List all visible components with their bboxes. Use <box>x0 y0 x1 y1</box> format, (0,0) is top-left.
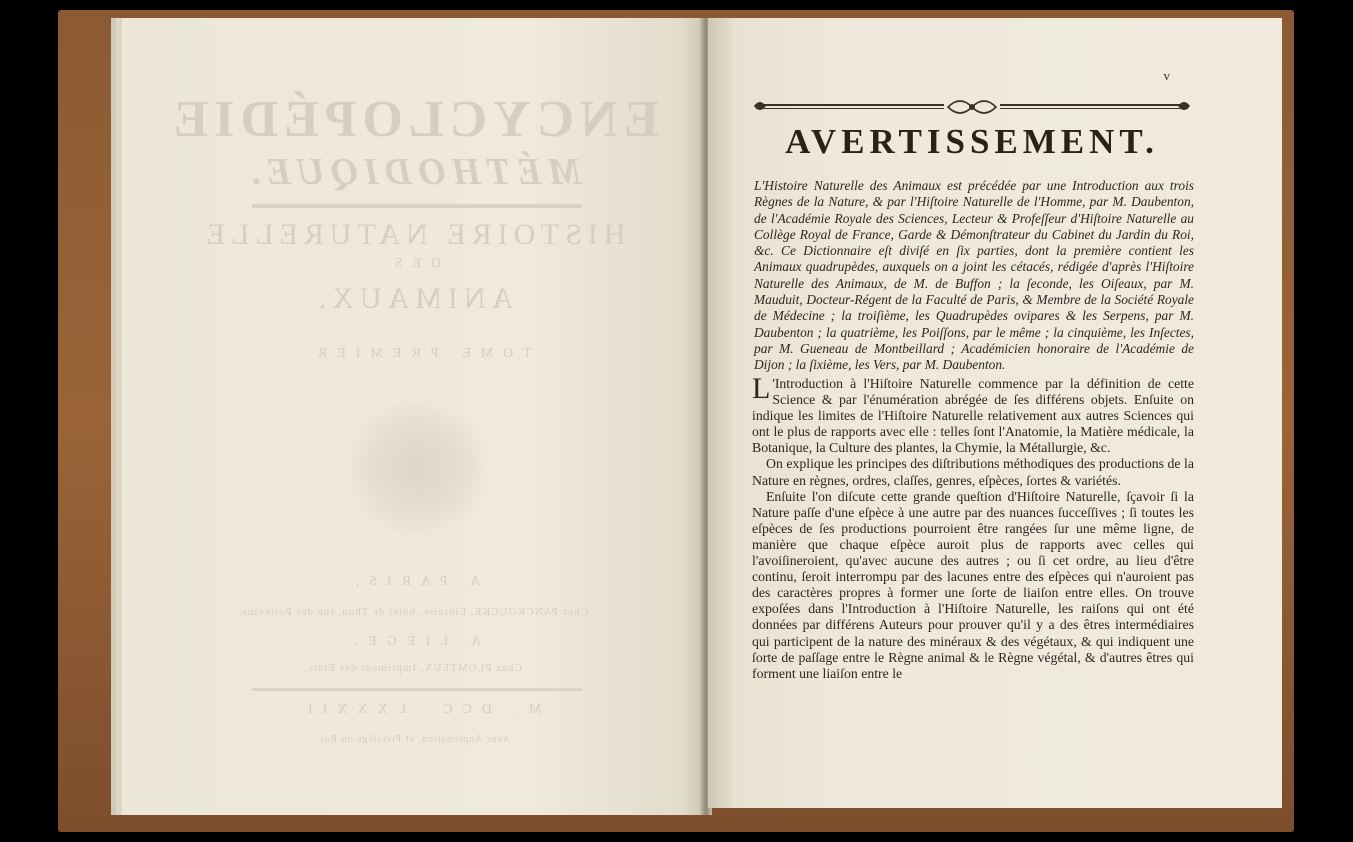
right-page <box>708 18 1282 808</box>
ghost-subtitle: MÉTHODIQUE. <box>244 151 582 193</box>
paragraph-2: On explique les principes des diſtributions méthodiques des productions de la Nature en règnes, ordres, claſſes, genres, eſpèces, ſortes & variétés. <box>752 456 1194 488</box>
ghost-animaux: ANIMAUX. <box>312 282 514 315</box>
ghost-privilege: Avec Approbation, et Privilége du Roi. <box>316 734 510 745</box>
ghost-rule-2 <box>252 688 582 691</box>
paragraph-1-text: 'Introduction à l'Hiſtoire Naturelle commence par la définition de cette Science & par l'énumération abrégée de ſes différens objets. Enſuite on indique les limites de l'Hiſtoire Naturelle relativement aux autres Sciences qui ont le plus de rapports avec elle : telles ſont l'Anatomie, la Matière médicale, la Botanique, la Culture des plantes, la Chymie, la Métallurgie, &c. <box>752 376 1194 456</box>
drop-cap: L <box>752 372 771 405</box>
ghost-city2: A LIÉGE, <box>344 634 482 649</box>
body-text <box>752 372 1194 682</box>
page-heading: AVERTISSEMENT. <box>785 122 1159 161</box>
ghost-section: HISTOIRE NATURELLE <box>200 218 626 251</box>
page-number: v <box>1163 68 1170 83</box>
ghost-emblem <box>342 398 492 538</box>
left-page <box>122 18 704 815</box>
ghost-publisher2: Chez PLOMTEUX, Imprimeur des États. <box>304 662 522 674</box>
ghost-publisher1: Chez PANCKOUCKE, Libraire, hôtel de Thou, rue des Poitevins. <box>237 606 589 618</box>
ghost-rule <box>252 204 582 208</box>
ghost-tome: TOME PREMIER. <box>294 346 532 361</box>
paragraph-3: Enſuite l'on diſcute cette grande queſtion d'Hiſtoire Naturelle, ſçavoir ſi la Nature paſſe d'une eſpèce à une autre par des nuances ſucceſſives ; ſi toutes les eſpèces de ſes productions pourroient être rangées ſur une même ligne, de manière que chaque eſpèce auroit plus de rapports avec celles qui l'avoiſineroient, qu'avec aucune des autres ; ou ſi cet ordre, au lieu d'être continu, ſeroit interrompu par des lacunes entre des eſpèces qui n'auroient pas des caractères propres à former une ſorte de liaiſon entre elles. On trouve expoſées dans l'Introduction à l'Hiſtoire Naturelle, les raiſons qui ont été données par différens Auteurs pour prouver qu'il y a des êtres intermédiaires qui participent de la nature des minéraux & des végétaux, & qui indiquent une ſorte de paſſage entre le Règne animal & le Règne végétal, & d'autres êtres qui forment une liaiſon entre le <box>752 488 1194 681</box>
ghost-title: ENCYCLOPÉDIE <box>167 91 659 148</box>
ghost-date: M. DCC. LXXXII. <box>284 702 542 717</box>
intro-paragraph: L'Histoire Naturelle des Animaux est précédée par une Introduction aux trois Règnes de la Nature, & par l'Hiſtoire Naturelle de l'Homme, par M. Daubenton, de l'Académie Royale des Sciences, Lecteur & Profeſſeur d'Hiſtoire Naturelle au Collège Royal de France, Garde & Démonſtrateur du Cabinet du Jardin du Roi, &c. Ce Dictionnaire eſt diviſé en ſix parties, dont la première contient les Animaux quadrupèdes, auxquels on a joint les cétacés, rédigée d'après l'Hiſtoire Naturelle des Animaux, de M. de Buffon ; la ſeconde, les Oiſeaux, par M. Mauduit, Docteur-Régent de la Faculté de Paris, & Membre de la Société Royale de Médecine ; la troiſième, les Quadrupèdes ovipares & les Serpens, par M. Daubenton ; la quatrième, les Poiſſons, par le même ; la cinquième, les Inſectes, par M. Gueneau de Montbeillard ; Académicien honoraire de l'Académie de Dijon ; la ſixième, les Vers, par M. Daubenton. <box>754 178 1194 373</box>
ghost-city1: A PARIS, <box>345 574 481 589</box>
paragraph-1 <box>752 372 1194 456</box>
ornament-divider-icon <box>752 96 1192 118</box>
ghost-des: DES <box>384 256 442 271</box>
